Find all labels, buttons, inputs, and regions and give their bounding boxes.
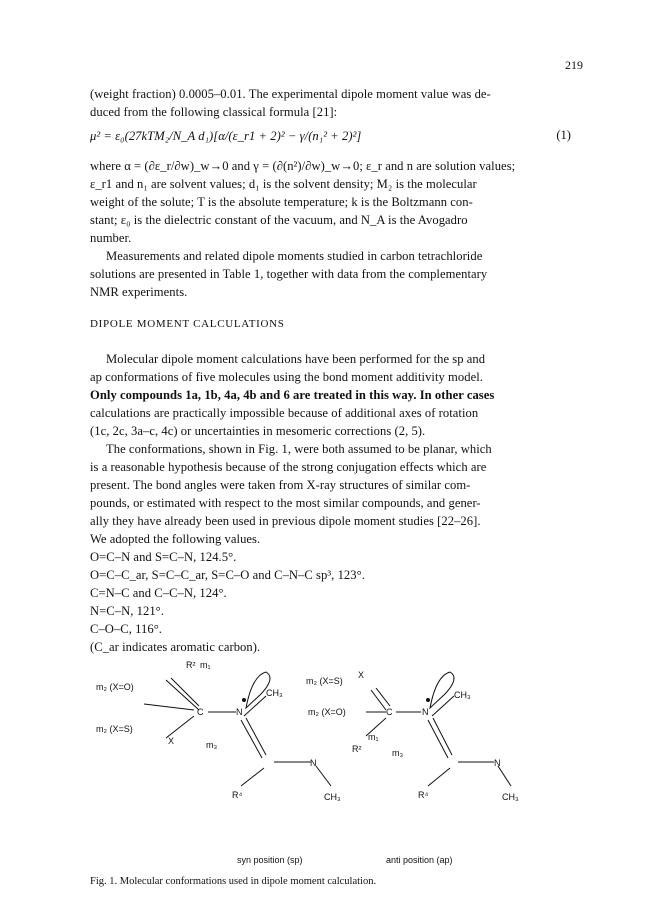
sp-structure [96,660,341,802]
paragraph-line: calculations are practically impossible because of additional axes of rotation [90,406,479,420]
atom-label: C [386,707,393,717]
atom-label: C [197,707,204,717]
paragraph-line: The conformations, shown in Fig. 1, were both assumed to be planar, which [106,442,492,456]
paragraph-line: We adopted the following values. [90,532,261,546]
paragraph-line: present. The bond angles were taken from X-ray structures of similar com- [90,478,471,492]
bond [166,680,199,710]
atom-label: R⁴ [232,790,243,800]
lone-pair-dot [426,698,430,702]
value-line: O=C–C_ar, S=C–C_ar, S=C–O and C–N–C sp³, 123°. [90,568,365,582]
atom-label: N [494,758,501,768]
atom-label: X [168,736,175,746]
bond [171,678,199,706]
page-number: 219 [565,58,583,72]
paragraph-line: solutions are presented in Table 1, together with data from the complementary [90,267,488,281]
atom-label: R² [352,744,362,754]
paragraph-line: NMR experiments. [90,285,188,299]
bond [432,696,454,716]
atom-label: CH₃ [454,690,471,700]
atom-label: R⁴ [418,790,429,800]
bond [241,768,264,786]
equation-number: (1) [556,128,571,142]
paragraph-line: number. [90,231,132,245]
value-line: (C_ar indicates aromatic carbon). [90,640,261,654]
atom-label: N [310,758,317,768]
paragraph-line: where α = (∂ε_r/∂w)_w→0 and γ = (∂(n²)/∂w)_w→0; ε_r and n are solution values; [90,159,516,173]
figure-caption: Fig. 1. Molecular conformations used in dipole moment calculation. [90,876,377,887]
value-line: O=C–N and S=C–N, 124.5°. [90,550,237,564]
paragraph-line: ap conformations of five molecules using the bond moment additivity model. [90,370,483,384]
ap-caption: anti position (ap) [386,855,453,865]
atom-label: m₂ (X=S) [96,724,133,734]
value-line: C–O–C, 116°. [90,622,162,636]
paragraph-line: pounds, or estimated with respect to the most similar compounds, and gener- [90,496,481,510]
paragraph-line: Measurements and related dipole moments studied in carbon tetrachloride [106,249,483,263]
bond [241,720,262,758]
atom-label: m₂ (X=O) [96,682,134,692]
paragraph-line: is a reasonable hypothesis because of the strong conjugation effects which are [90,460,487,474]
paragraph-line: weight of the solute; T is the absolute temperature; k is the Boltzmann con- [90,195,473,209]
bond [166,716,194,738]
bond [428,720,448,758]
conformation-figure [96,648,519,848]
paragraph-line: stant; ε₀ is the dielectric constant of the vacuum, and N_A is the Avogadro [90,213,468,227]
atom-label: m₂ (X=O) [308,707,346,717]
bond [371,690,386,710]
atom-label: CH₃ [324,792,341,802]
ap-structure [306,670,519,802]
equation-1: μ² = ε₀(27kTM₂/N_A d₁)[α/(ε_r1 + 2)² − γ/(n₁² + 2)²] [90,129,362,143]
paragraph-line: (1c, 2c, 3a–c, 4c) or uncertainties in mesomeric corrections (2, 5). [90,424,426,438]
paragraph-line: Only compounds 1a, 1b, 4a, 4b and 6 are treated in this way. In other cases [90,388,495,402]
atom-label: N [422,707,429,717]
atom-label: X [358,670,365,680]
atom-label: N [236,707,243,717]
paragraph-line: (weight fraction) 0.0005–0.01. The experimental dipole moment value was de- [90,87,491,101]
atom-label: m₃ [392,748,404,758]
atom-label: R² [186,660,196,670]
bond [428,768,450,786]
paragraph-line: duced from the following classical formula [21]: [90,105,338,119]
atom-label: CH₃ [502,792,519,802]
value-line: C=N–C and C–C–N, 124°. [90,586,227,600]
paragraph-line: ε_r1 and n₁ are solvent values; d₁ is the solvent density; M₂ is the molecular [90,177,477,191]
lone-pair-dot [242,698,246,702]
bond [144,704,194,710]
atom-label: CH₃ [266,688,283,698]
atom-label: m₂ (X=S) [306,676,343,686]
bond [376,688,390,706]
atom-label: m₁ [200,660,211,670]
section-heading: DIPOLE MOMENT CALCULATIONS [90,318,285,330]
value-line: N=C–N, 121°. [90,604,164,618]
paragraph-line: Molecular dipole moment calculations have been performed for the sp and [106,352,486,366]
bond [498,766,511,786]
sp-caption: syn position (sp) [237,855,303,865]
bond [433,718,452,755]
paragraph-line: ally they have already been used in previous dipole moment studies [22–26]. [90,514,481,528]
atom-label: m₁ [368,732,379,742]
bond [316,766,331,786]
lone-pair-orbital [430,672,454,708]
bond [246,718,266,755]
atom-label: m₃ [206,740,218,750]
